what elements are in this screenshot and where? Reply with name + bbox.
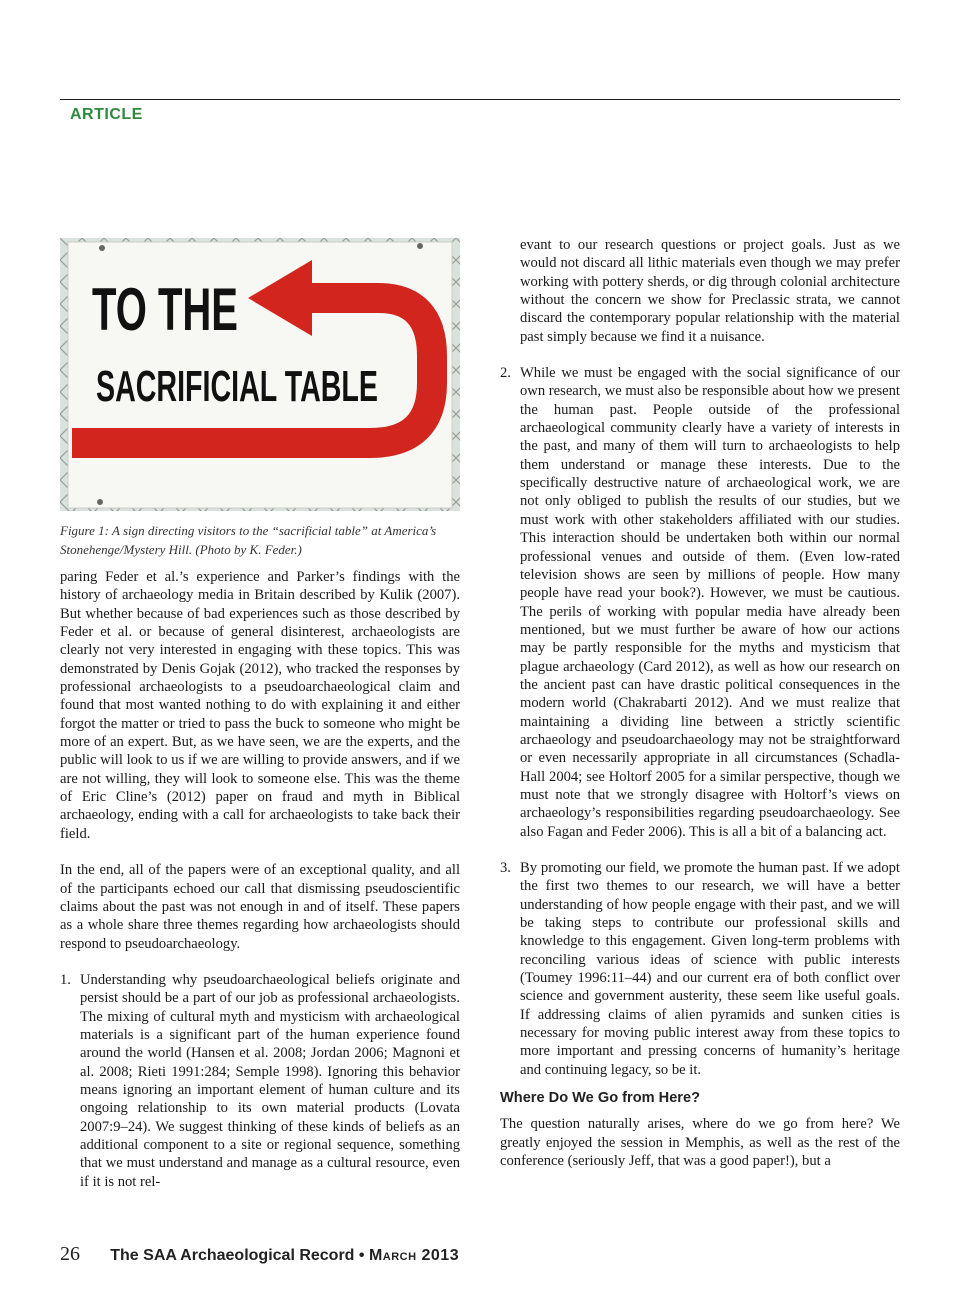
left-column	[60, 568, 460, 1191]
paragraph: paring Feder et al.’s experience and Parker’s findings with the history of archaeology media in Britain described by Kulik (2007). But whether because of bad experiences such as those described by Feder et al. or because of general disinterest, archaeologists are clearly not very interested in engaging with these topics. This was demonstrated by Denis Gojak (2012), who tracked the responses by professional archaeologists to a pseudoarchaeological claim and found that most wanted nothing to do with explaining it and either forgot the matter or tried to pass the buck to someone who might be more of an expert. But, as we have seen, we are the experts, and the public will look to us if we are willing to provide answers, and if we are not willing, they will look to someone else. This was the theme of Eric Cline’s (2012) paper on fraud and myth in Biblical archaeology, ending with a call for archaeologists to take back their field.	[60, 569, 460, 842]
item-number: 2.	[500, 365, 511, 382]
figure-photo	[60, 238, 460, 511]
issue-date: March 2013	[368, 1247, 460, 1264]
paragraph: The question naturally arises, where do we go from here? We greatly enjoyed the session in Memphis, as well as the rest of the conference (seriously Jeff, that was a good paper!), but a	[500, 1116, 900, 1170]
page-number: 26	[60, 1243, 80, 1265]
numbered-item-3	[500, 859, 900, 1079]
numbered-item-1	[60, 971, 460, 1191]
sign-line-2: SACRIFICIAL TABLE	[96, 362, 378, 411]
figure-caption: Figure 1: A sign directing visitors to the “sacrificial table” at America’s Stonehenge/Mystery Hill. (Photo by K. Feder.)	[60, 523, 437, 557]
item-number: 3.	[500, 860, 511, 876]
item-text: By promoting our field, we promote the human past. If we adopt the first two themes to our research, we will have a better understanding of how people engage with their past, and we will be taking steps to contribute our professional skills and knowledge to this engagement. Given long-term problems with reconciling various ideas of science with public interests (Toumey 1996:11–44) and our current era of both conflict over science and government austerity, these seem like useful goals. If addressing claims of alien pyramids and sunken cities is necessary for moving public interest away from these topics to more important and pressing concerns of humanity’s heritage and continuing legacy, so be it.	[520, 860, 900, 1078]
sign-illustration	[60, 238, 460, 511]
item-1-continuation: evant to our research questions or project goals. Just as we would not discard all lithic materials even though we may prefer working with pottery sherds, or dig through colonial architecture without the concern we show for Preclassic strata, we cannot discard the contemporary popular relationship with the material past simply because we find it a nuisance.	[520, 237, 900, 345]
item-text: Understanding why pseudoarchaeological beliefs originate and persist should be a part of our job as professional archaeologists. The mixing of cultural myth and mysticism with archaeological materials is a significant part of the human experience found around the world (Hansen et al. 2008; Jordan 2006; Magnoni et al. 2008; Rieti 1991:284; Semple 1998). Ignoring this behavior means ignoring an important element of human culture and its ongoing relationship to its own material products (Lovata 2007:9–24). We suggest thinking of these kinds of beliefs as an additional component to a site or regional sequence, something that we must understand and manage as a cultural resource, even if it is not rel-	[80, 971, 460, 1190]
item-number: 1.	[60, 971, 71, 988]
paragraph: In the end, all of the papers were of an exceptional quality, and all of the participants echoed our call that dismissing pseudoscientific claims about the past was not enough in and of itself. These papers as a whole share three themes regarding how archaeologists should respond to pseudoarchaeology.	[60, 862, 460, 952]
numbered-item-2	[500, 364, 900, 841]
right-column	[500, 236, 900, 1171]
section-heading: Where Do We Go from Here?	[500, 1090, 701, 1107]
item-text: While we must be engaged with the social significance of our own research, we must also be responsible about how we present the human past. People outside of the professional archaeological community clearly have a variety of interests in the past, and many of them will turn to archaeologists to help them understand or manage these interests. Due to the specifically destructive nature of archaeological work, we are not only obliged to publish the results of our studies, but we must work with other stakeholders affiliated with our studies. This interaction should be undertaken both within our normal professional venues and outside of them. (Even low-rated television shows are seen by millions of people. How many people have read your book?). However, we must be cautious. The perils of working with popular media have already been mentioned, but we must further be aware of how our actions may be partly responsible for the myths and mysticism that plague archaeology (Card 2012), as well as how our research on the ancient past can have drastic political consequences in the modern world (Chakrabarti 2012). And we must realize that maintaining a dividing line between a strictly scientific archaeology and pseudoarchaeology may not be straightforward or even necessarily appropriate in all circumstances (Schadla-Hall 2004; see Holtorf 2005 for a similar perspective, though we must note that we strongly disagree with Holtorf’s views on archaeology’s responsibilities regarding pseudoarchaeology. See also Fagan and Feder 2006). This is all a bit of a balancing act.	[520, 365, 900, 840]
sign-line-1: TO THE	[92, 276, 238, 343]
journal-title: The SAA Archaeological Record	[110, 1247, 355, 1264]
section-label: ARTICLE	[70, 106, 143, 123]
footer-separator: •	[354, 1247, 369, 1264]
header-rule	[60, 99, 900, 100]
page-footer	[60, 1243, 459, 1266]
